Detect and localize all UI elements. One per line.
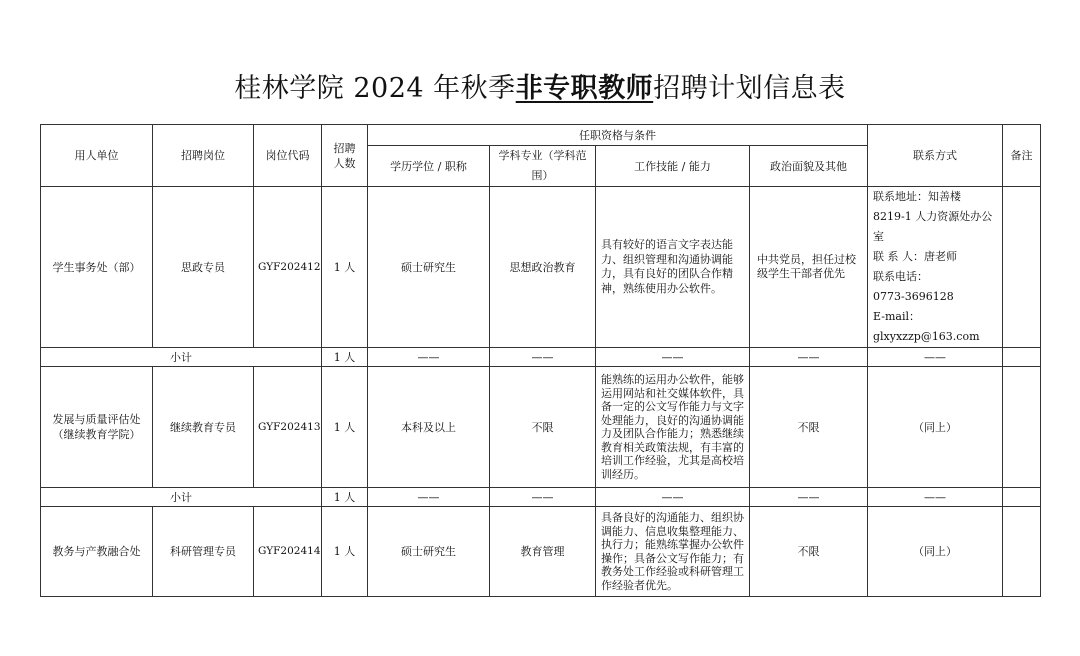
header-row-1 xyxy=(41,125,1041,146)
contact-line: 8219-1 人力资源处办公 xyxy=(873,210,993,223)
subtotal-count: 1 人 xyxy=(322,348,368,367)
header-contact: 联系方式 xyxy=(868,125,1003,187)
cell-position: 思政专员 xyxy=(153,187,254,348)
cell-major: 不限 xyxy=(490,367,596,488)
title-suffix: 招聘计划信息表 xyxy=(653,73,846,104)
table-row xyxy=(41,187,1041,348)
header-major: 学科专业（学科范围） xyxy=(490,146,596,187)
subtotal-dash: —— xyxy=(750,348,868,367)
cell-count: 1 人 xyxy=(322,507,368,597)
subtotal-row xyxy=(41,348,1041,367)
cell-education: 硕士研究生 xyxy=(368,187,490,348)
subtotal-row xyxy=(41,488,1041,507)
cell-major: 教育管理 xyxy=(490,507,596,597)
cell-politics: 不限 xyxy=(750,367,868,488)
header-remarks: 备注 xyxy=(1003,125,1041,187)
header-code: 岗位代码 xyxy=(254,125,322,187)
header-politics: 政治面貌及其他 xyxy=(750,146,868,187)
cell-count: 1 人 xyxy=(322,367,368,488)
cell-position: 科研管理专员 xyxy=(153,507,254,597)
cell-remarks xyxy=(1003,187,1041,348)
cell-count: 1 人 xyxy=(322,187,368,348)
contact-line: E-mail： xyxy=(873,310,920,323)
cell-major: 思想政治教育 xyxy=(490,187,596,348)
subtotal-dash: —— xyxy=(596,488,750,507)
subtotal-dash: —— xyxy=(596,348,750,367)
table-row xyxy=(41,367,1041,488)
cell-education: 本科及以上 xyxy=(368,367,490,488)
contact-email: glxyxzzp@163.com xyxy=(873,330,980,343)
header-count: 招聘人数 xyxy=(322,125,368,187)
subtotal-dash: —— xyxy=(490,488,596,507)
subtotal-dash: —— xyxy=(750,488,868,507)
cell-code: GYF202412 xyxy=(254,187,322,348)
title-prefix: 桂林学院 2024 年秋季 xyxy=(234,73,516,104)
subtotal-dash: —— xyxy=(868,348,1003,367)
header-unit: 用人单位 xyxy=(41,125,153,187)
cell-unit: 发展与质量评估处（继续教育学院） xyxy=(41,367,153,488)
contact-line: 室 xyxy=(873,230,884,243)
cell-skills: 具备良好的沟通能力、组织协调能力、信息收集整理能力、执行力；能熟练掌握办公软件操作；具备公文写作能力；有教务处工作经验或科研管理工作经验者优先。 xyxy=(596,507,750,597)
cell-code: GYF202414 xyxy=(254,507,322,597)
cell-contact: （同上） xyxy=(868,367,1003,488)
cell-contact xyxy=(868,187,1003,348)
cell-unit: 学生事务处（部） xyxy=(41,187,153,348)
header-skills: 工作技能 / 能力 xyxy=(596,146,750,187)
cell-contact: （同上） xyxy=(868,507,1003,597)
contact-line: 0773-3696128 xyxy=(873,290,954,303)
contact-line: 联系地址：知善楼 xyxy=(873,190,961,203)
cell-skills: 能熟练的运用办公软件，能够运用网站和社交媒体软件，具备一定的公文写作能力与文字处理能力，良好的沟通协调能力及团队合作能力；熟悉继续教育相关政策法规，有丰富的培训工作经验，尤其是高校培训经历。 xyxy=(596,367,750,488)
cell-politics: 中共党员，担任过校级学生干部者优先 xyxy=(750,187,868,348)
subtotal-count: 1 人 xyxy=(322,488,368,507)
title-emphasis: 非专职教师 xyxy=(515,73,654,104)
subtotal-label: 小计 xyxy=(41,348,322,367)
subtotal-remarks xyxy=(1003,488,1041,507)
cell-skills: 具有较好的语言文字表达能力、组织管理和沟通协调能力，具有良好的团队合作精神，熟练使用办公软件。 xyxy=(596,187,750,348)
page-title xyxy=(0,66,1080,105)
recruitment-table xyxy=(40,124,1041,597)
table-row xyxy=(41,507,1041,597)
cell-position: 继续教育专员 xyxy=(153,367,254,488)
cell-unit: 教务与产教融合处 xyxy=(41,507,153,597)
subtotal-remarks xyxy=(1003,348,1041,367)
contact-line: 联系电话： xyxy=(873,270,928,283)
cell-remarks xyxy=(1003,507,1041,597)
header-position: 招聘岗位 xyxy=(153,125,254,187)
cell-education: 硕士研究生 xyxy=(368,507,490,597)
subtotal-dash: —— xyxy=(490,348,596,367)
header-education: 学历学位 / 职称 xyxy=(368,146,490,187)
cell-remarks xyxy=(1003,367,1041,488)
cell-code: GYF202413 xyxy=(254,367,322,488)
header-qualifications: 任职资格与条件 xyxy=(368,125,868,146)
subtotal-dash: —— xyxy=(368,348,490,367)
subtotal-dash: —— xyxy=(368,488,490,507)
subtotal-dash: —— xyxy=(868,488,1003,507)
contact-line: 联 系 人：唐老师 xyxy=(873,250,957,263)
subtotal-label: 小计 xyxy=(41,488,322,507)
cell-politics: 不限 xyxy=(750,507,868,597)
